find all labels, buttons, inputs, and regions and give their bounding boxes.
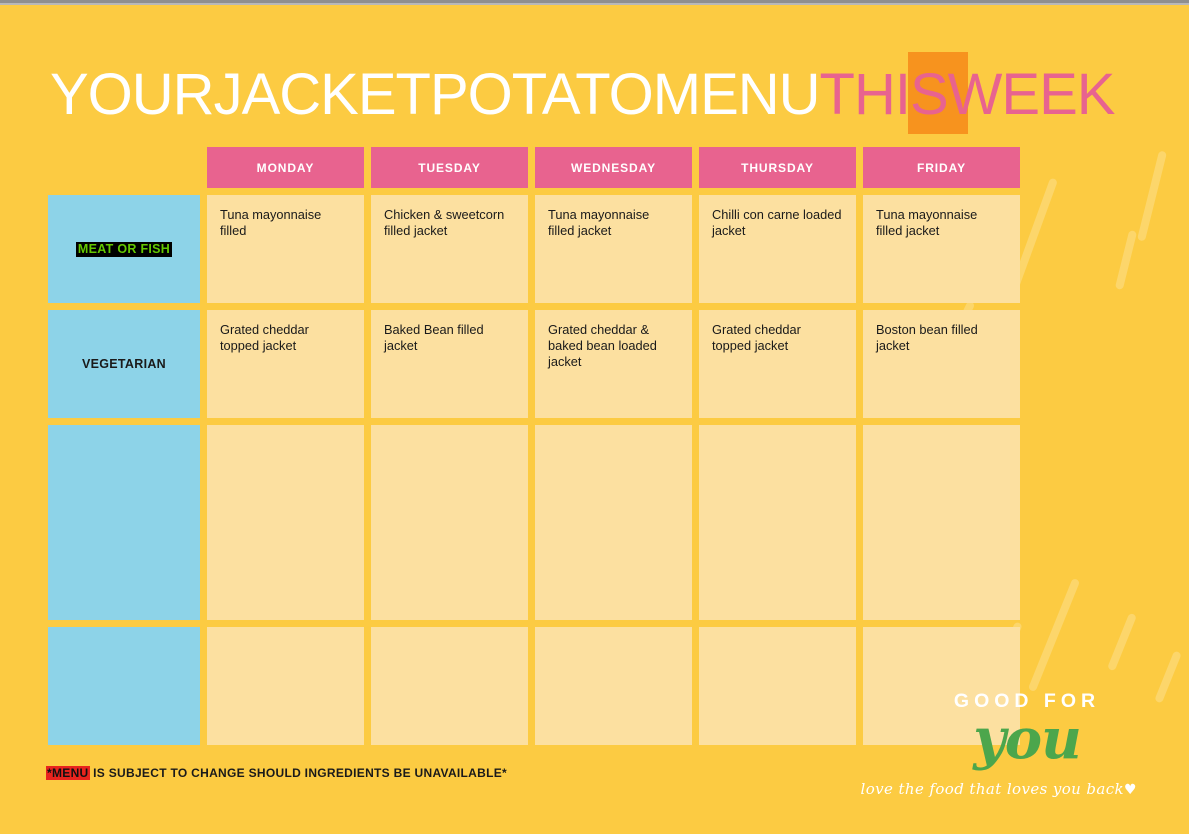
- header-day-tuesday: TUESDAY: [371, 147, 528, 188]
- menu-cell-empty3-friday: [863, 425, 1020, 620]
- page-title: [50, 58, 1114, 132]
- menu-cell-meat-friday: Tuna mayonnaise filled jacket: [863, 195, 1020, 303]
- menu-cell-empty3-monday: [207, 425, 364, 620]
- logo-you-text: you: [973, 706, 1081, 772]
- menu-cell-empty4-tuesday: [371, 627, 528, 745]
- menu-table: [48, 147, 986, 752]
- brand-logo: [907, 690, 1147, 772]
- table-header-row: [48, 147, 986, 188]
- menu-cell-empty3-wednesday: [535, 425, 692, 620]
- row-label-vegetarian-text: VEGETARIAN: [81, 357, 167, 371]
- row-label-vegetarian: [48, 310, 200, 418]
- table-row: [48, 310, 986, 418]
- decorative-swoosh: [1115, 230, 1137, 290]
- row-label-meat-or-fish-text: MEAT OR FISH: [77, 241, 171, 256]
- header-day-thursday: THURSDAY: [699, 147, 856, 188]
- menu-cell-empty3-thursday: [699, 425, 856, 620]
- menu-cell-veg-wednesday: Grated cheddar & baked bean loaded jacket: [535, 310, 692, 418]
- footnote-text: IS SUBJECT TO CHANGE SHOULD INGREDIENTS BE UNAVAILABLE*: [89, 766, 508, 780]
- header-day-friday: FRIDAY: [863, 147, 1020, 188]
- window-titlebar: [0, 0, 1189, 5]
- decorative-swoosh: [1028, 578, 1080, 692]
- logo-top-text: GOOD FOR: [953, 690, 1101, 712]
- table-row: [48, 425, 986, 620]
- menu-cell-empty4-monday: [207, 627, 364, 745]
- row-label-empty-3: [48, 425, 200, 620]
- title-part-jacket: JACKET: [213, 62, 430, 127]
- table-row: [48, 195, 986, 303]
- brand-tagline: [861, 780, 1137, 798]
- decorative-swoosh: [1154, 650, 1182, 703]
- menu-cell-meat-monday: Tuna mayonnaise filled: [207, 195, 364, 303]
- menu-cell-meat-tuesday: Chicken & sweetcorn filled jacket: [371, 195, 528, 303]
- decorative-swoosh: [1137, 150, 1167, 241]
- menu-cell-veg-friday: Boston bean filled jacket: [863, 310, 1020, 418]
- title-part-week: WEEK: [947, 62, 1115, 127]
- menu-cell-empty4-wednesday: [535, 627, 692, 745]
- row-label-empty-4: [48, 627, 200, 745]
- title-part-menu: MENU: [652, 62, 820, 127]
- footnote-highlight: *MENU: [47, 766, 89, 780]
- footnote-disclaimer: [46, 766, 507, 780]
- titlebar-accent: [0, 0, 1189, 3]
- menu-cell-empty3-tuesday: [371, 425, 528, 620]
- menu-cell-empty4-thursday: [699, 627, 856, 745]
- heart-icon: ♥: [1124, 782, 1137, 798]
- menu-cell-meat-thursday: Chilli con carne loaded jacket: [699, 195, 856, 303]
- header-day-monday: MONDAY: [207, 147, 364, 188]
- table-row: [48, 627, 986, 745]
- menu-cell-meat-wednesday: Tuna mayonnaise filled jacket: [535, 195, 692, 303]
- title-part-your: YOUR: [50, 62, 214, 127]
- menu-cell-veg-tuesday: Baked Bean filled jacket: [371, 310, 528, 418]
- row-label-meat-or-fish: [48, 195, 200, 303]
- tagline-text: love the food that loves you back: [860, 780, 1125, 798]
- title-part-potato: POTATO: [429, 62, 653, 127]
- title-part-this: THIS: [819, 62, 948, 127]
- header-day-wednesday: WEDNESDAY: [535, 147, 692, 188]
- decorative-swoosh: [1107, 613, 1137, 672]
- menu-cell-veg-thursday: Grated cheddar topped jacket: [699, 310, 856, 418]
- header-corner-blank: [48, 147, 200, 188]
- menu-cell-veg-monday: Grated cheddar topped jacket: [207, 310, 364, 418]
